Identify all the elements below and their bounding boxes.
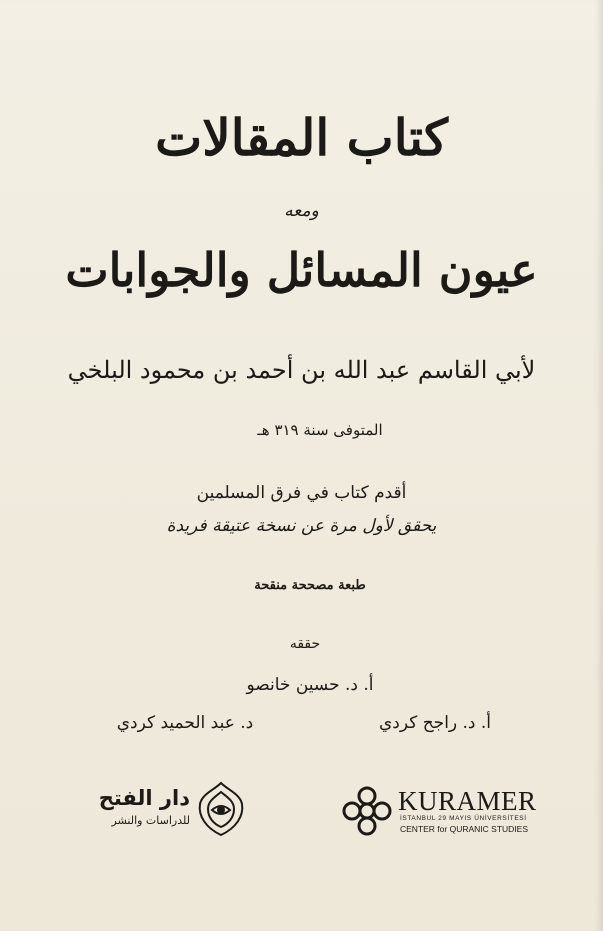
verified-by-label: حققه — [289, 636, 321, 652]
kuramer-knot-logo-icon — [340, 784, 394, 838]
book-title: كتاب المقالات — [155, 108, 448, 167]
author-name: لأبي القاسم عبد الله بن أحمد بن محمود البلخي — [67, 356, 536, 384]
co-editor-right: أ. د. راجح كردي — [378, 713, 492, 733]
edition-note: طبعة مصححة منقحة — [254, 578, 366, 593]
with-label: ومعه — [284, 201, 319, 221]
book-subtitle: عيون المسائل والجوابات — [65, 243, 538, 297]
publisher-right-university: İSTANBUL 29 MAYIS ÜNİVERSİTESİ — [400, 815, 527, 822]
publisher-kuramer — [340, 780, 560, 840]
death-date: المتوفى سنة ٣١٩ هـ — [257, 421, 383, 439]
co-editor-left: د. عبد الحميد كردي — [116, 713, 254, 733]
main-editor: أ. د. حسين خانصو — [246, 675, 374, 695]
dar-alfath-logo-icon — [194, 780, 248, 838]
publisher-left-name: دار الفتح — [98, 786, 190, 810]
publisher-left-subtitle: للدراسات والنشر — [111, 814, 190, 827]
description-line-2: يحقق لأول مرة عن نسخة عتيقة فريدة — [166, 516, 437, 536]
publisher-right-center: CENTER for QURANIC STUDIES — [400, 824, 528, 834]
publisher-dar-alfath — [78, 778, 253, 838]
publisher-right-name: KURAMER — [398, 786, 537, 816]
description-line-1: أقدم كتاب في فرق المسلمين — [196, 483, 407, 503]
